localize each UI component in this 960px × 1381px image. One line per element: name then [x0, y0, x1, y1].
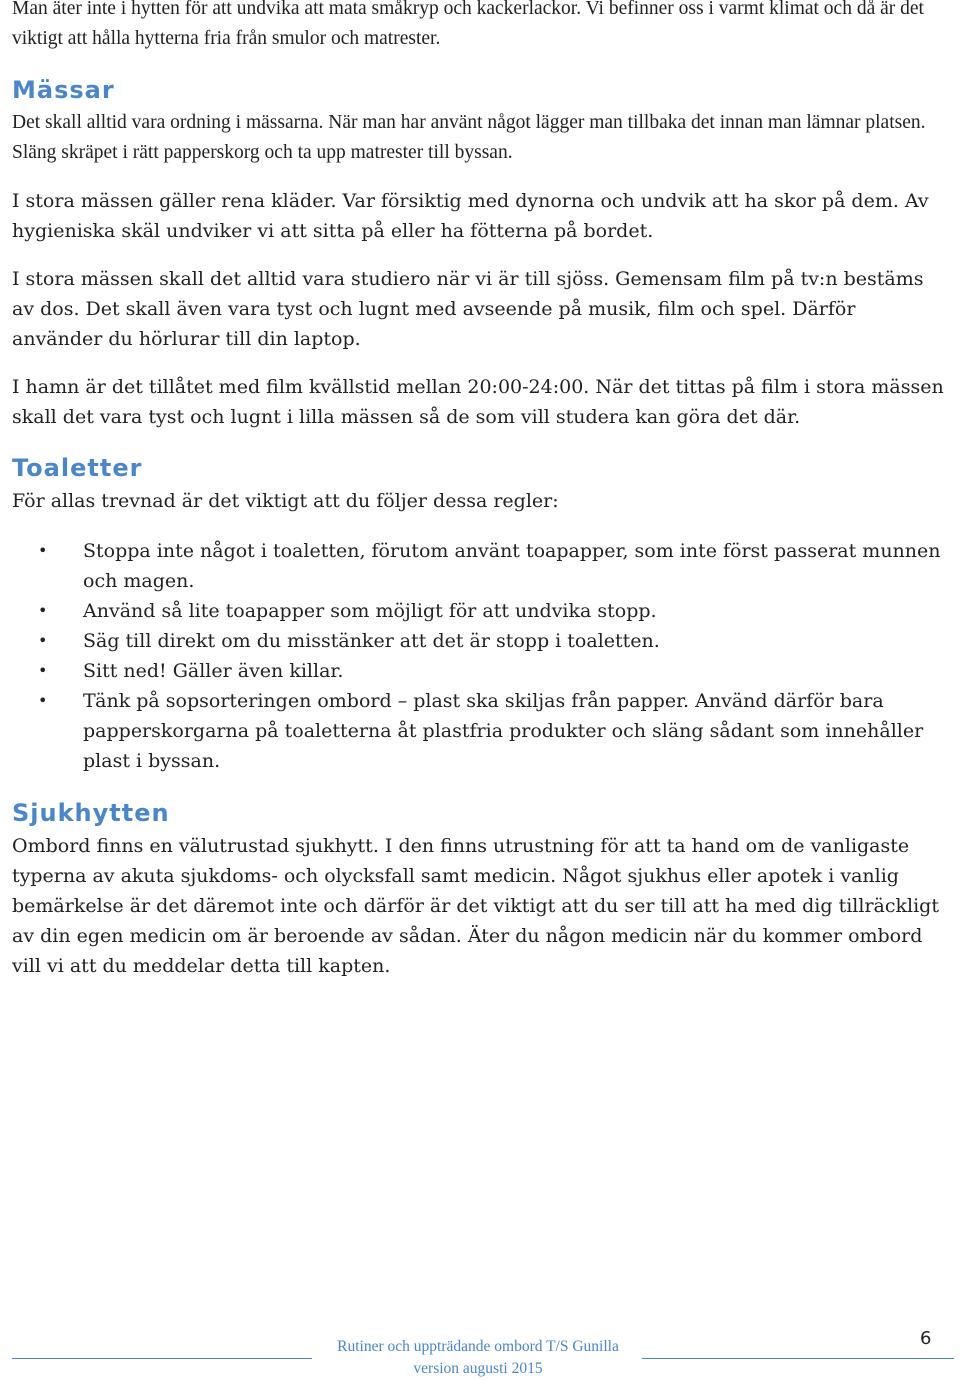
list-item: [12, 626, 948, 656]
sjukhytten-paragraph: Ombord finns en välutrustad sjukhytt. I den finns utrustning för att ta hand om de vanligaste typerna av akuta sjukdoms- och olycksfall samt medicin. Något sjukhus eller apotek i vanlig bemärkelse är det däremot inte och därför är det viktigt att du ser till att ha med dig tillräckligt av din egen medicin om är beroende av sådan. Äter du någon medicin när du kommer ombord vill vi att du meddelar detta till kapten.: [12, 835, 939, 977]
list-item-text: Använd så lite toapapper som möjligt för att undvika stopp.: [83, 600, 657, 622]
bullet-icon: •: [38, 691, 48, 710]
footer: [322, 1336, 634, 1380]
footer-title: Rutiner och uppträdande ombord T/S Gunilla: [337, 1338, 619, 1355]
heading-sjukhytten: Sjukhytten: [12, 799, 170, 827]
footer-rule-right: [642, 1358, 954, 1359]
footer-rule-left: [12, 1358, 312, 1359]
bullet-icon: •: [38, 631, 48, 650]
intro-paragraph: Man äter inte i hytten för att undvika att mata småkryp och kackerlackor. Vi befinner oss i varmt klimat och då är det viktigt att hålla hytterna fria från smulor och matrester.: [12, 0, 924, 49]
list-item-text: Säg till direkt om du misstänker att det är stopp i toaletten.: [83, 630, 660, 652]
massar-paragraph-4: I hamn är det tillåtet med film kvällstid mellan 20:00-24:00. När det tittas på film i stora mässen skall det vara tyst och lugnt i lilla mässen så de som vill studera kan göra det där.: [12, 376, 944, 428]
footer-version: version augusti 2015: [413, 1360, 543, 1377]
list-item: [12, 536, 948, 596]
heading-massar: Mässar: [12, 76, 115, 104]
bullet-icon: •: [38, 601, 48, 620]
massar-paragraph-3: I stora mässen skall det alltid vara studiero när vi är till sjöss. Gemensam film på tv:n bestäms av dos. Det skall även vara tyst och lugnt med avseende på musik, film och spel. Därför använder du hörlurar till din laptop.: [12, 268, 924, 350]
list-item-text: Sitt ned! Gäller även killar.: [83, 660, 344, 682]
list-item-text: Stoppa inte något i toaletten, förutom använt toapapper, som inte först passerat munnen och magen.: [83, 540, 941, 592]
heading-toaletter: Toaletter: [12, 454, 143, 482]
massar-paragraph-2: I stora mässen gäller rena kläder. Var försiktig med dynorna och undvik att ha skor på dem. Av hygieniska skäl undviker vi att sitta på eller ha fötterna på bordet.: [12, 190, 929, 242]
toilet-rules-list: [12, 536, 948, 776]
list-item: [12, 656, 948, 686]
toaletter-intro: För allas trevnad är det viktigt att du följer dessa regler:: [12, 490, 559, 512]
list-item-text: Tänk på sopsorteringen ombord – plast ska skiljas från papper. Använd därför bara papperskorgarna på toaletterna åt plastfria produkter och släng sådant som innehåller plast i byssan.: [83, 690, 924, 772]
bullet-icon: •: [38, 661, 48, 680]
list-item: [12, 686, 948, 776]
massar-paragraph-1: Det skall alltid vara ordning i mässarna. När man har använt något lägger man tillbaka det innan man lämnar platsen. Släng skräpet i rätt papperskorg och ta upp matrester till byssan.: [12, 112, 926, 163]
page-number: 6: [920, 1328, 932, 1349]
list-item: [12, 596, 948, 626]
bullet-icon: •: [38, 541, 48, 560]
